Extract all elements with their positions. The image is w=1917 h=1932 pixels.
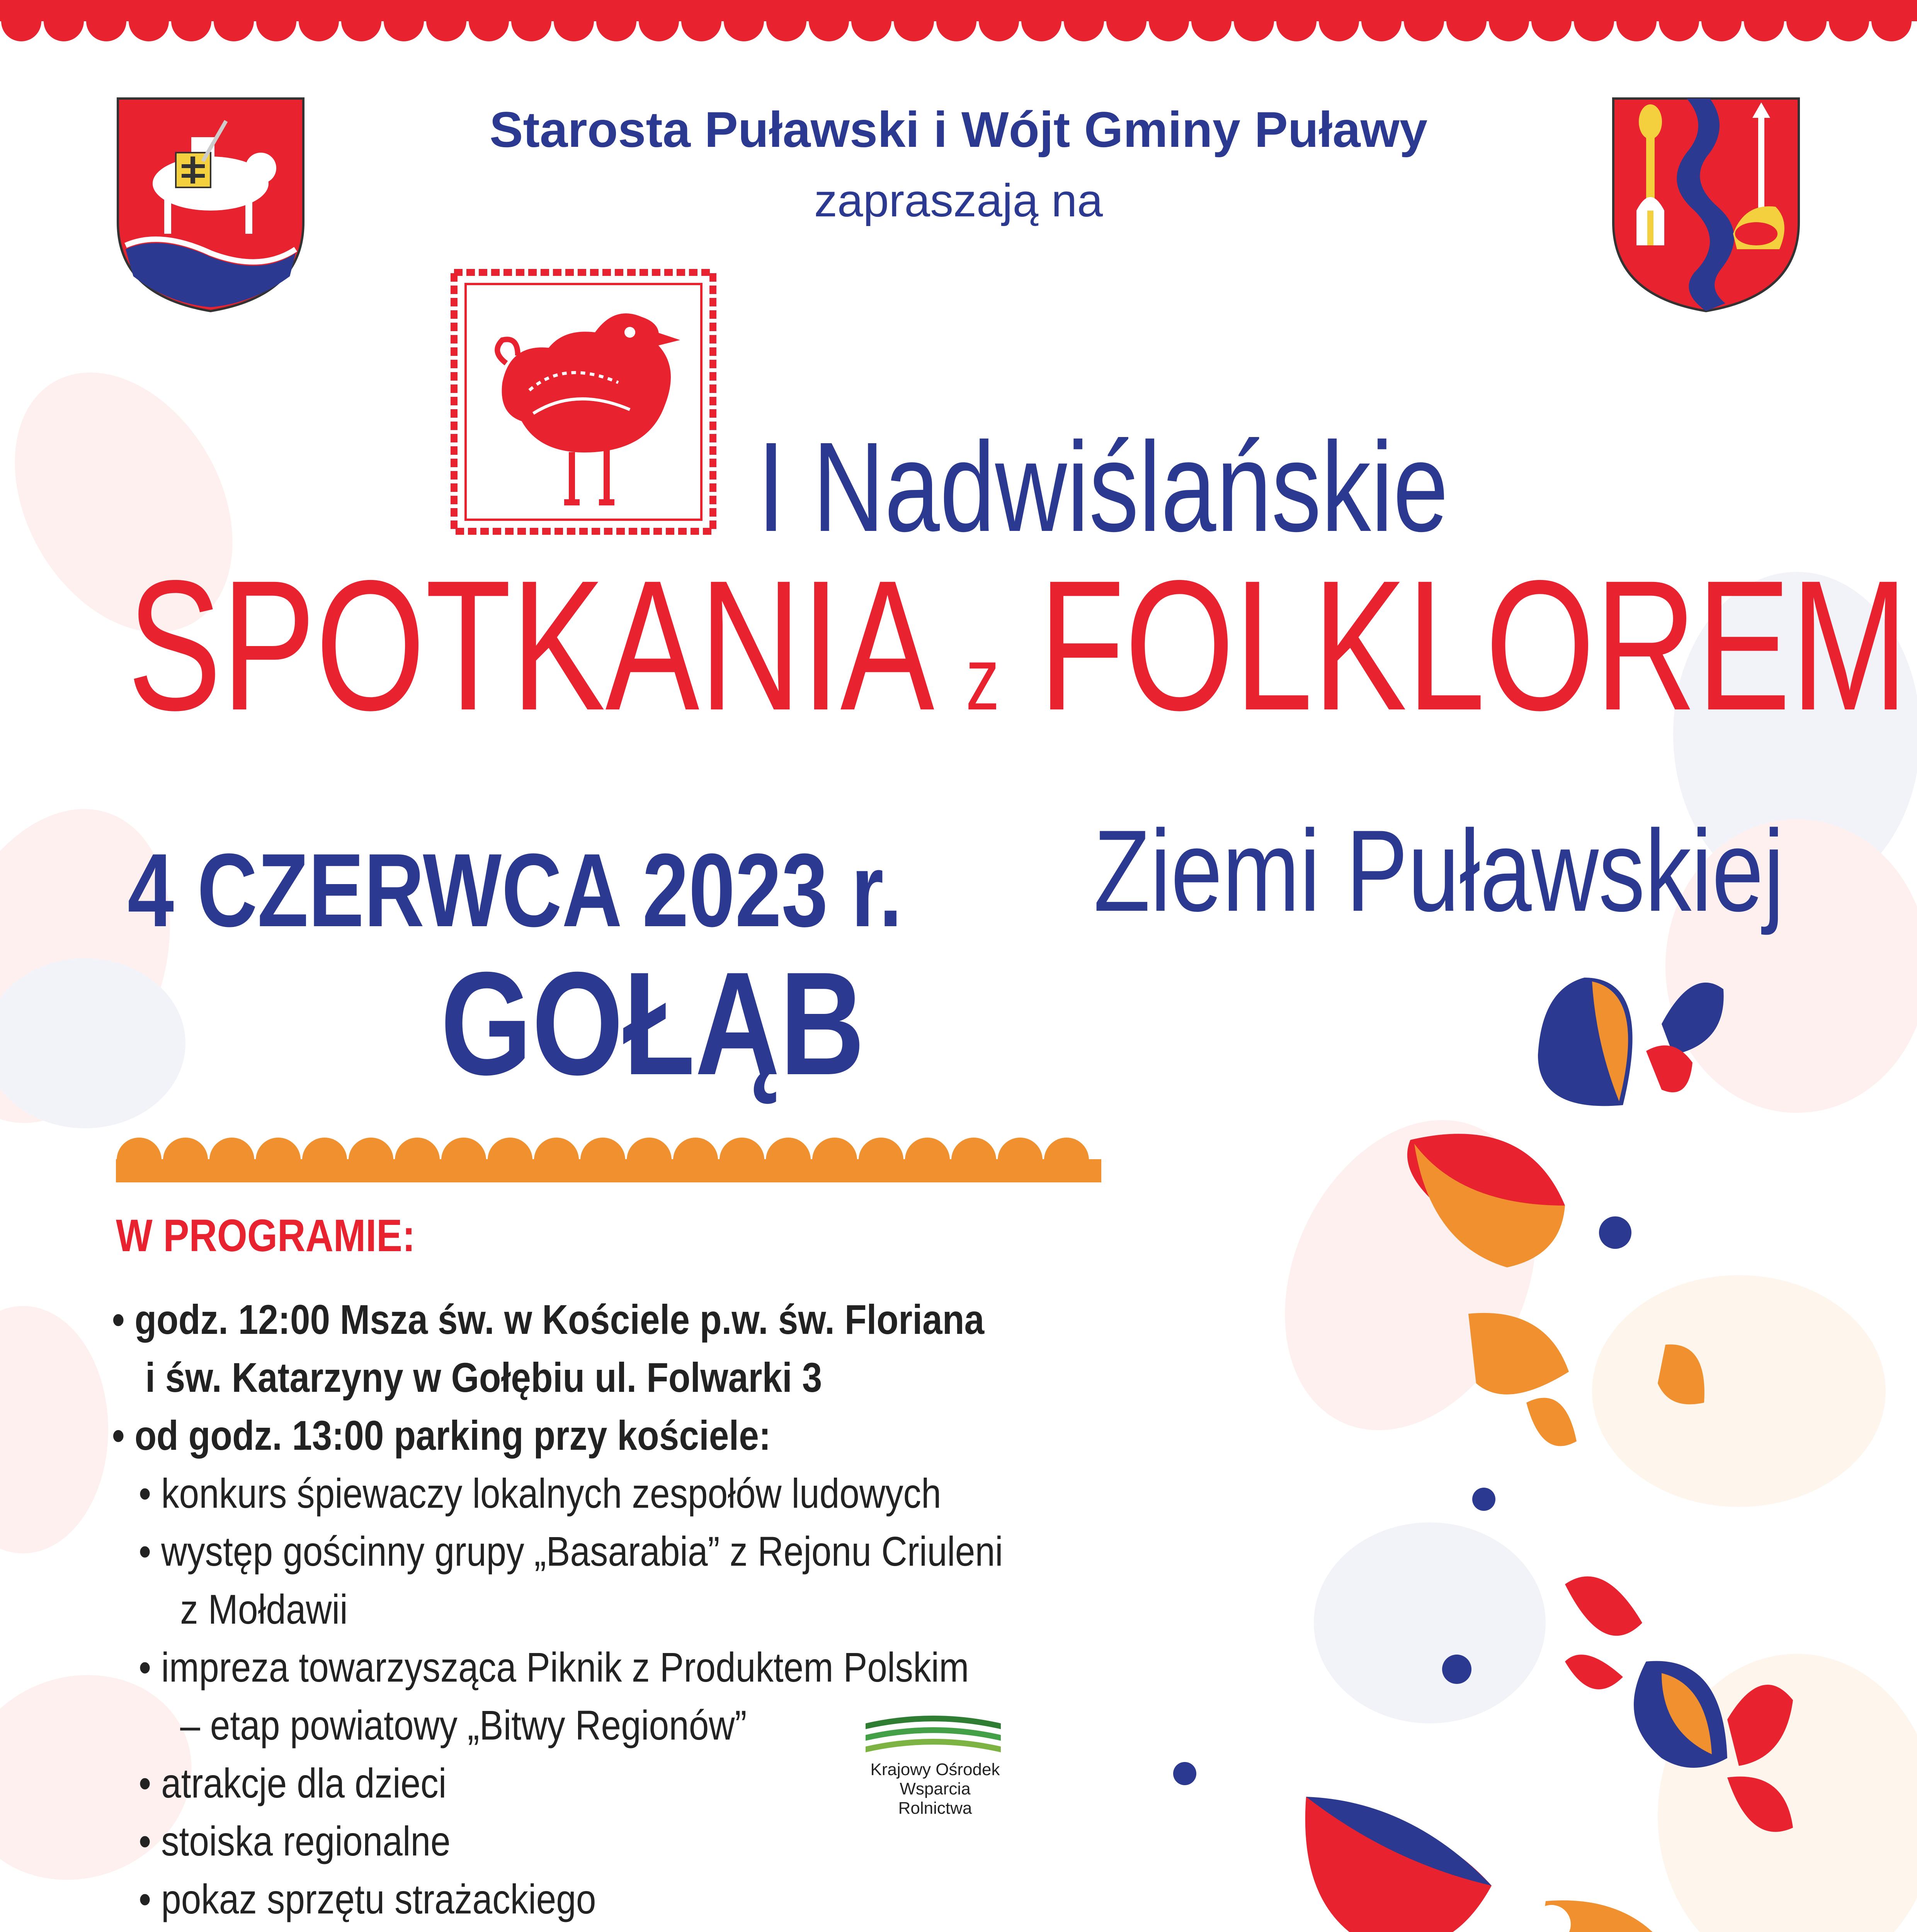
scallop: [1191, 1, 1232, 41]
scallop: [979, 1, 1019, 41]
scallop: [1616, 1, 1657, 41]
scallop: [299, 1, 339, 41]
scallop: [534, 1138, 579, 1182]
scallop: [1234, 1, 1274, 41]
scallop: [766, 1138, 811, 1182]
title-z: z: [966, 629, 1000, 728]
program-sub-firefighters: • pokaz sprzętu strażackiego: [138, 1876, 596, 1922]
scallop: [1871, 1, 1912, 41]
scallop: [1701, 1, 1742, 41]
title-line1: I Nadwiślańskie: [757, 415, 1449, 558]
kowr-line2: Wsparcia Rolnictwa: [898, 1779, 972, 1818]
scallop: [426, 1, 466, 41]
scallop: [341, 1, 381, 41]
program-item-mass-2: i św. Katarzyny w Gołębiu ul. Folwarki 3: [145, 1354, 822, 1401]
scallop: [86, 1, 126, 41]
scallop: [812, 1138, 857, 1182]
scallop: [673, 1138, 718, 1182]
program-heading: W PROGRAMIE:: [116, 1210, 415, 1261]
scallop: [1531, 1, 1572, 41]
scallop: [724, 1, 764, 41]
scallop: [1319, 1, 1359, 41]
scallop: [1021, 1, 1061, 41]
scallop: [1361, 1, 1402, 41]
program-item-parking: • od godz. 13:00 parking przy kościele:: [112, 1412, 771, 1459]
scallop: [596, 1, 636, 41]
scallop: [1574, 1, 1614, 41]
divider-scallop: [116, 1136, 1101, 1186]
title-folklorem: FOLKLOREM: [1038, 541, 1908, 749]
scallop: [256, 1, 296, 41]
event-date: 4 CZERWCA 2023 r.: [128, 832, 902, 949]
kowr-line1: Krajowy Ośrodek: [870, 1760, 1000, 1779]
kowr-stripes: [862, 1712, 1005, 1758]
scallop: [894, 1, 934, 41]
scallop: [302, 1138, 347, 1182]
top-border: [0, 0, 1917, 43]
scallop: [1404, 1, 1444, 41]
scallop: [905, 1138, 950, 1182]
scallop: [627, 1138, 672, 1182]
program-sub-guest-1: • występ gościnny grupy „Basarabia” z Rejonu Criuleni: [138, 1528, 1003, 1575]
scallop: [951, 1138, 996, 1182]
scallop: [1106, 1, 1146, 41]
program-sub-guest-2: z Mołdawii: [180, 1586, 348, 1633]
scallop: [209, 1138, 254, 1182]
scallop: [488, 1138, 532, 1182]
scallop: [1446, 1, 1487, 41]
scallop: [720, 1138, 764, 1182]
scallop: [851, 1, 891, 41]
scallop: [511, 1, 551, 41]
scallop: [1064, 1, 1104, 41]
scallop: [1149, 1, 1189, 41]
scallop: [44, 1, 84, 41]
scallop: [469, 1, 509, 41]
scallop: [1, 1, 41, 41]
butterfly-cluster: [1159, 927, 1917, 1932]
scallop: [998, 1138, 1043, 1182]
title-spotkania: SPOTKANIA: [128, 541, 927, 749]
scallop: [1786, 1, 1827, 41]
scallop: [809, 1, 849, 41]
scallop: [1489, 1, 1529, 41]
scallop: [766, 1, 806, 41]
title-line3: Ziemi Puławskiej: [1094, 806, 1784, 935]
kowr-logo: [862, 1712, 1009, 1818]
scallop: [639, 1, 679, 41]
scallop: [349, 1138, 393, 1182]
event-place: GOŁĄB: [441, 941, 865, 1105]
title-line2: [128, 541, 1908, 749]
scallop: [1659, 1, 1699, 41]
program-sub-contest: • konkurs śpiewaczy lokalnych zespołów ludowych: [138, 1470, 941, 1517]
scallop: [936, 1, 976, 41]
scallop: [214, 1, 254, 41]
scallop: [117, 1138, 162, 1182]
header-invite: zapraszają na: [814, 175, 1103, 226]
scallop: [1744, 1, 1784, 41]
header-organizers: Starosta Puławski i Wójt Gminy Puławy: [489, 101, 1428, 158]
scallop: [859, 1138, 903, 1182]
scallop: [681, 1, 721, 41]
program-item-mass-1: • godz. 12:00 Msza św. w Kościele p.w. św. Floriana: [112, 1296, 985, 1343]
scallop: [384, 1, 424, 41]
program-list: [112, 1291, 1003, 1928]
program-sub-kids: • atrakcje dla dzieci: [138, 1760, 447, 1806]
scallop: [1276, 1, 1317, 41]
scallop: [1044, 1138, 1089, 1182]
program-sub-stands: • stoiska regionalne: [138, 1818, 451, 1864]
scallop: [580, 1138, 625, 1182]
scallop: [395, 1138, 440, 1182]
scallop: [256, 1138, 301, 1182]
program-sub-picnic-2: – etap powiatowy „Bitwy Regionów”: [180, 1702, 747, 1748]
scallop: [441, 1138, 486, 1182]
folk-bird-emblem: [448, 267, 719, 537]
scallop: [163, 1138, 208, 1182]
scallop: [1829, 1, 1869, 41]
scallop: [554, 1, 594, 41]
program-sub-picnic-1: • impreza towarzysząca Piknik z Produktem Polskim: [138, 1644, 969, 1690]
scallop: [129, 1, 169, 41]
scallop: [171, 1, 211, 41]
